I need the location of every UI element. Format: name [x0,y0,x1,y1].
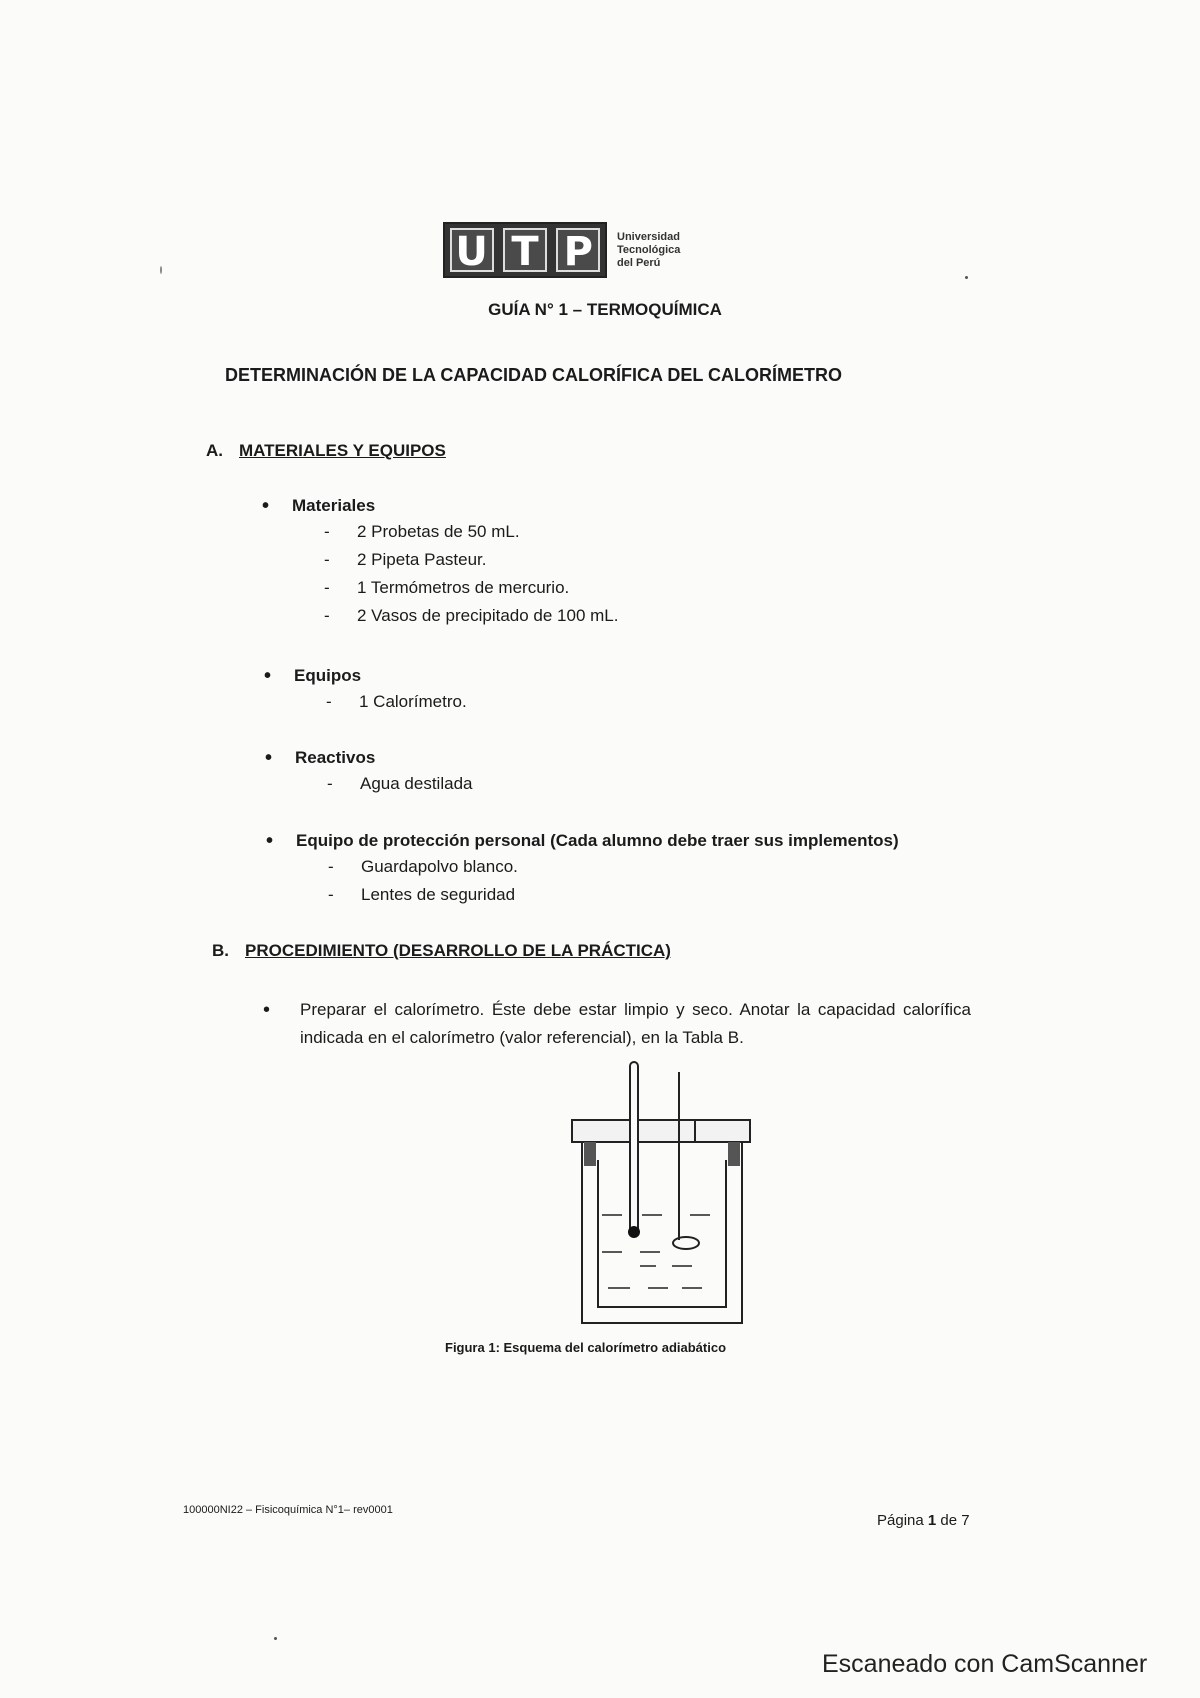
thermometer-bulb [628,1226,640,1238]
group-materiales [262,494,618,630]
logo-letter-u: U [450,228,494,272]
list-item: - Lentes de seguridad [266,881,899,909]
group-equipos [264,664,467,716]
section-b-heading [212,941,671,961]
page-word: Página [877,1512,924,1529]
list-item: - Agua destilada [265,770,472,798]
section-a-title: MATERIALES Y EQUIPOS [239,441,446,460]
group-title: • Equipos [264,664,467,688]
list-item: - 2 Vasos de precipitado de 100 mL. [262,602,618,630]
stirrer-ring [673,1237,699,1249]
list-item: - 1 Calorímetro. [264,688,467,716]
section-a-heading [206,441,446,461]
footer-code: 100000NI22 – Fisicoquímica N°1– rev0001 [183,1504,393,1516]
group-title: • Equipo de protección personal (Cada alumno debe traer sus implementos) [266,829,899,853]
logo-text-line: Universidad [617,230,680,243]
scan-speck [965,276,968,279]
scan-speck [274,1637,277,1640]
calorimeter-figure [560,1060,760,1330]
logo-letter-t: T [503,228,547,272]
utp-logo-mark [443,222,607,278]
group-epp [266,829,899,909]
group-title: • Materiales [262,494,618,518]
page-of: de [940,1512,958,1529]
section-b-title: PROCEDIMIENTO (DESARROLLO DE LA PRÁCTICA) [245,941,671,960]
list-item: - 1 Termómetros de mercurio. [262,574,618,602]
thermometer [630,1062,638,1234]
calorimeter-outer-wall [582,1142,742,1323]
logo-letter-p: P [556,228,600,272]
page-number [877,1512,970,1529]
calorimeter-lid [572,1120,750,1142]
main-title: DETERMINACIÓN DE LA CAPACIDAD CALORÍFICA DEL CALORÍMETRO [225,365,842,385]
page-current: 1 [927,1512,937,1529]
utp-logo [443,222,680,278]
camscanner-watermark: Escaneado con CamScanner [822,1650,1148,1678]
list-item: - 2 Pipeta Pasteur. [262,546,618,574]
group-title: • Reactivos [265,746,472,770]
logo-text-line: Tecnológica [617,243,681,256]
section-a-label: A. [206,441,223,460]
insulation-left [584,1142,596,1166]
page-total: 7 [961,1512,970,1529]
figure-caption: Figura 1: Esquema del calorímetro adiabático [445,1340,727,1355]
scan-speck [160,266,162,274]
insulation-right [728,1142,740,1166]
calorimeter-inner-wall [598,1160,726,1307]
procedure-step: • Preparar el calorímetro. Éste debe estar limpio y seco. Anotar la capacidad calorífica indicada en el calorímetro (valor referencial), en la Tabla B. [263,996,971,1052]
water-lines [602,1215,710,1288]
list-item: - 2 Probetas de 50 mL. [262,518,618,546]
group-reactivos [265,746,472,798]
section-b-label: B. [212,941,229,960]
logo-text [617,231,680,270]
logo-text-line: del Perú [617,256,661,269]
list-item: - Guardapolvo blanco. [266,853,899,881]
guide-title: GUÍA N° 1 – TERMOQUÍMICA [488,300,722,319]
